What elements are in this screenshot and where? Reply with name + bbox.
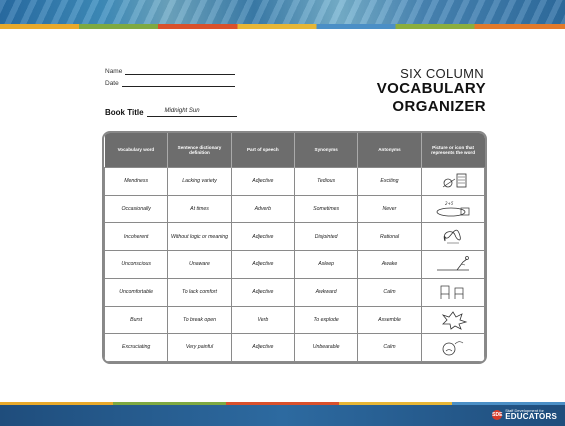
cell-antonym: Assemble bbox=[358, 306, 421, 334]
table-row bbox=[105, 334, 485, 362]
cell-picture bbox=[421, 223, 484, 251]
cell-antonym: Awake bbox=[358, 251, 421, 279]
cell-word: Incoherent bbox=[105, 223, 168, 251]
chairs-icon bbox=[433, 282, 473, 302]
table-row bbox=[105, 251, 485, 279]
book-title-line bbox=[147, 107, 237, 117]
cell-pos: Adjective bbox=[231, 334, 294, 362]
cell-synonym: To explode bbox=[294, 306, 357, 334]
cell-word: Burst bbox=[105, 306, 168, 334]
name-label: Name bbox=[105, 68, 123, 75]
cell-pos: Adjective bbox=[231, 251, 294, 279]
date-line bbox=[122, 80, 235, 87]
cell-definition: Without logic or meaning bbox=[168, 223, 231, 251]
bottom-bar bbox=[0, 402, 565, 426]
logo-text bbox=[505, 409, 557, 421]
table-row bbox=[105, 223, 485, 251]
cell-picture bbox=[421, 306, 484, 334]
cell-synonym: Tedious bbox=[294, 168, 357, 196]
cell-definition: Very painful bbox=[168, 334, 231, 362]
cell-definition: To break open bbox=[168, 306, 231, 334]
header-antonyms: Antonyms bbox=[358, 133, 421, 168]
svg-text:2+5: 2+5 bbox=[444, 201, 454, 207]
cell-antonym: Exciting bbox=[358, 168, 421, 196]
ouch-face-icon bbox=[433, 338, 473, 358]
header-part-of-speech: Part of speech bbox=[231, 133, 294, 168]
cell-antonym: Never bbox=[358, 195, 421, 223]
table-row bbox=[105, 306, 485, 334]
header-picture: Picture or icon that represents the word bbox=[421, 133, 484, 168]
table-row bbox=[105, 168, 485, 196]
cell-word: Unconscious bbox=[105, 251, 168, 279]
table-row bbox=[105, 195, 485, 223]
date-row bbox=[105, 80, 235, 87]
book-title-row bbox=[105, 107, 237, 117]
cell-word: Mendness bbox=[105, 168, 168, 196]
cell-picture bbox=[421, 334, 484, 362]
burst-icon bbox=[433, 310, 473, 330]
cell-synonym: Disjointed bbox=[294, 223, 357, 251]
date-label: Date bbox=[105, 80, 119, 87]
cell-synonym: Asleep bbox=[294, 251, 357, 279]
logo-small-text: Staff Development for bbox=[505, 408, 544, 413]
title-line-3: ORGANIZER bbox=[392, 98, 486, 115]
title-line-2: VOCABULARY bbox=[376, 80, 486, 97]
logo-big-text: EDUCATORS bbox=[505, 412, 557, 421]
bored-face-icon bbox=[433, 171, 473, 191]
cell-pos: Adjective bbox=[231, 278, 294, 306]
name-row bbox=[105, 68, 235, 75]
cell-word: Uncomfortable bbox=[105, 278, 168, 306]
header-synonyms: Synonyms bbox=[294, 133, 357, 168]
logo-mark: SDE bbox=[492, 412, 503, 418]
header-definition: Sentence dictionary definition bbox=[168, 133, 231, 168]
book-title-label: Book Title bbox=[105, 108, 144, 117]
cell-definition: Lacking variety bbox=[168, 168, 231, 196]
cell-picture bbox=[421, 195, 484, 223]
vocabulary-table bbox=[102, 131, 487, 364]
cell-antonym: Rational bbox=[358, 223, 421, 251]
calendar-icon bbox=[433, 199, 473, 219]
cell-synonym: Unbearable bbox=[294, 334, 357, 362]
cell-synonym: Sometimes bbox=[294, 195, 357, 223]
cell-picture bbox=[421, 278, 484, 306]
cell-definition: Unaware bbox=[168, 251, 231, 279]
sde-logo bbox=[492, 409, 557, 421]
cell-pos: Adjective bbox=[231, 168, 294, 196]
figure-lying-icon bbox=[433, 254, 473, 274]
name-line bbox=[125, 68, 235, 75]
cell-picture bbox=[421, 168, 484, 196]
cell-antonym: Calm bbox=[358, 278, 421, 306]
book-title-value: Midnight Sun bbox=[164, 108, 200, 114]
table-header-row bbox=[105, 133, 485, 168]
header-vocabulary-word: Vocabulary word bbox=[105, 133, 168, 168]
cell-definition: To lack comfort bbox=[168, 278, 231, 306]
table-row bbox=[105, 278, 485, 306]
cell-pos: Adverb bbox=[231, 195, 294, 223]
cell-picture bbox=[421, 251, 484, 279]
cell-pos: Verb bbox=[231, 306, 294, 334]
cell-antonym: Calm bbox=[358, 334, 421, 362]
cell-word: Excruciating bbox=[105, 334, 168, 362]
cell-word: Occasionally bbox=[105, 195, 168, 223]
title-line-1: SIX COLUMN bbox=[400, 66, 484, 81]
bottom-stripe bbox=[0, 402, 565, 405]
cell-pos: Adjective bbox=[231, 223, 294, 251]
cell-definition: At times bbox=[168, 195, 231, 223]
scribble-icon bbox=[433, 227, 473, 247]
cell-synonym: Awkward bbox=[294, 278, 357, 306]
